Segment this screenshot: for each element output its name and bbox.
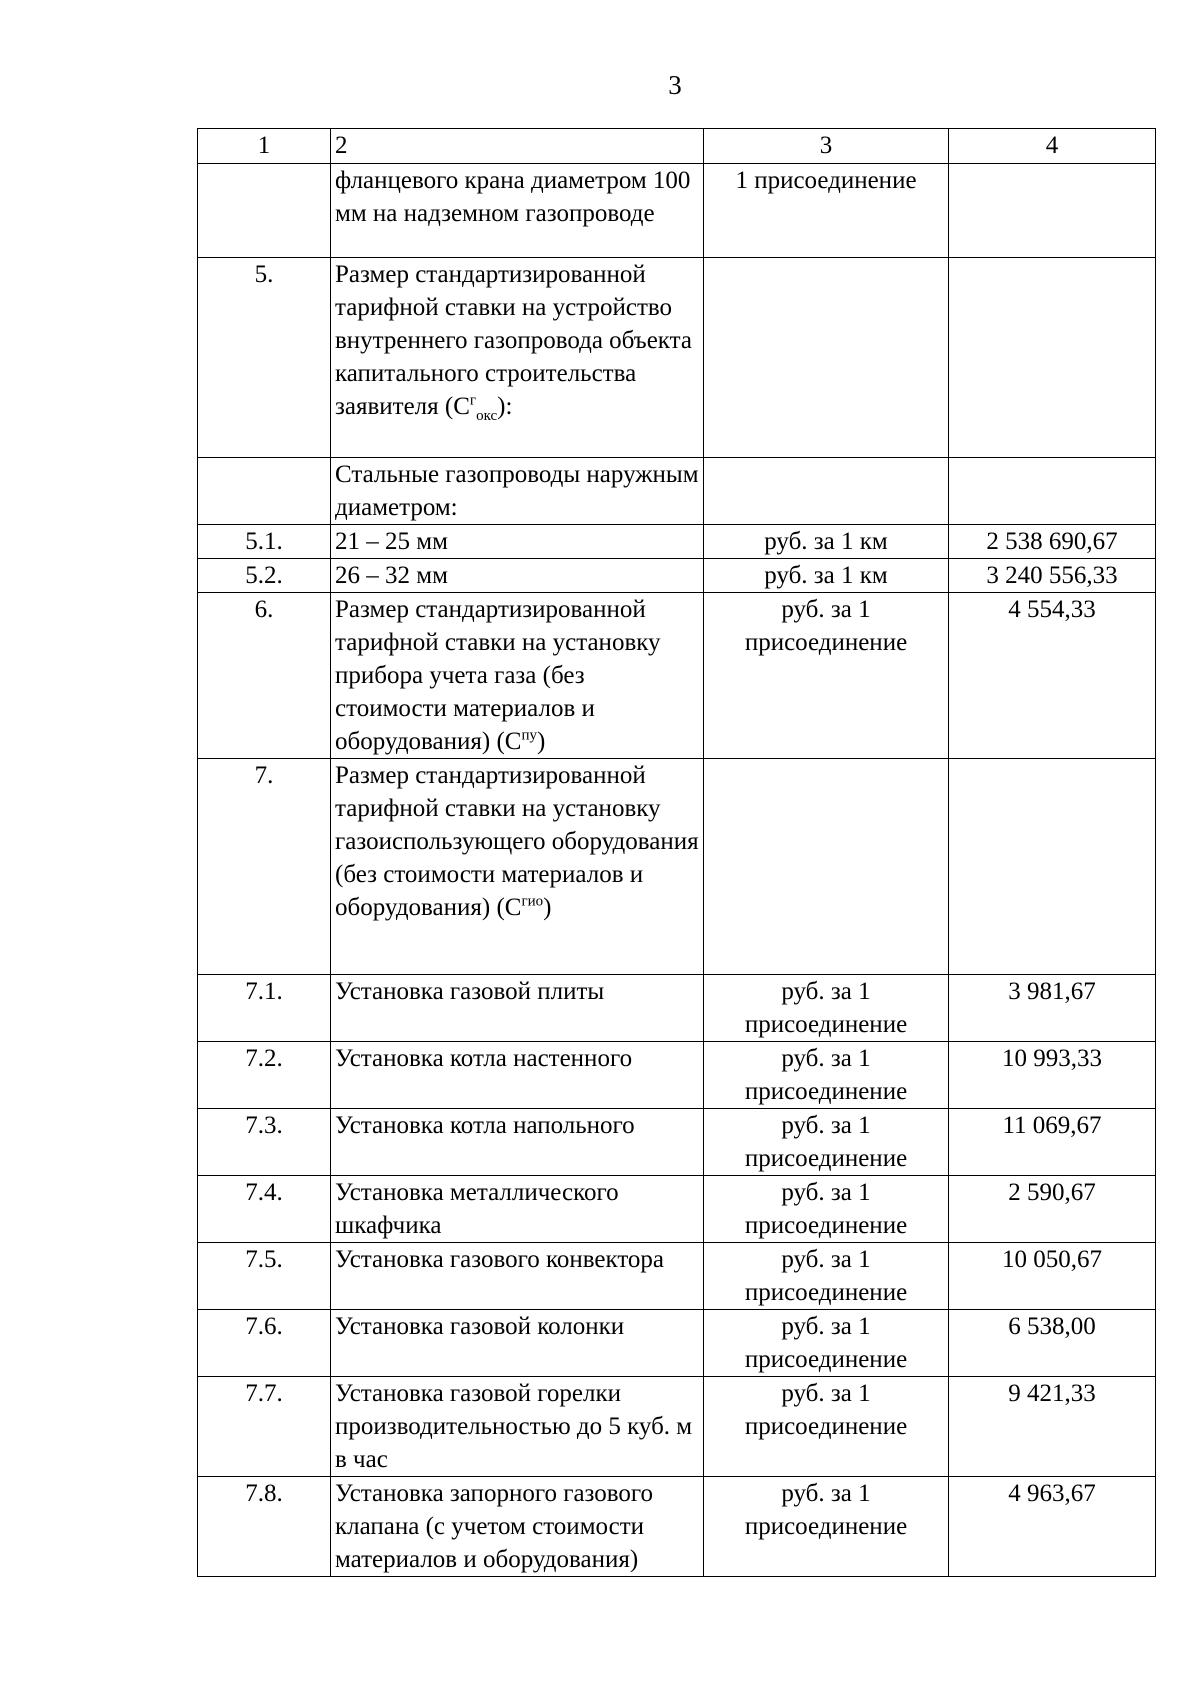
description-cell-text: 26 – 32 мм — [335, 562, 448, 589]
table-header-row — [198, 129, 1156, 164]
description-cell — [331, 1243, 704, 1310]
table-row — [198, 164, 1156, 258]
item-number-cell — [198, 525, 331, 559]
description-cell-text: Установка запорного газового клапана (с учетом стоимости материалов и оборудования) — [335, 1480, 654, 1573]
value-cell — [949, 559, 1156, 593]
value-cell-text: 2 590,67 — [1008, 1179, 1096, 1206]
table-row — [198, 1042, 1156, 1109]
table-row — [198, 1477, 1156, 1577]
description-cell — [331, 559, 704, 593]
value-cell-text: 9 421,33 — [1008, 1380, 1096, 1407]
value-cell — [949, 1377, 1156, 1477]
unit-cell-text: руб. за 1 присоединение — [744, 596, 908, 656]
value-cell — [949, 1109, 1156, 1176]
description-cell-text: Установка газовой колонки — [335, 1313, 625, 1340]
unit-cell — [704, 1109, 949, 1176]
page-number: 3 — [668, 70, 682, 100]
column-header-4: 4 — [949, 129, 1156, 164]
value-cell-text: 10 993,33 — [1002, 1045, 1102, 1072]
description-cell — [331, 458, 704, 525]
value-cell — [949, 1310, 1156, 1377]
unit-cell-text: руб. за 1 км — [764, 528, 888, 555]
table-row — [198, 1243, 1156, 1310]
column-header-2: 2 — [331, 129, 704, 164]
unit-cell — [704, 1243, 949, 1310]
table-row — [198, 1377, 1156, 1477]
item-number-cell-text: 7.3. — [245, 1112, 283, 1139]
description-cell — [331, 1176, 704, 1243]
item-number-cell — [198, 1109, 331, 1176]
unit-cell — [704, 759, 949, 975]
value-cell-text: 11 069,67 — [1002, 1112, 1102, 1139]
item-number-cell-text: 7.2. — [245, 1045, 283, 1072]
value-cell-text: 4 963,67 — [1008, 1480, 1096, 1507]
unit-cell — [704, 258, 949, 458]
description-cell — [331, 1109, 704, 1176]
description-cell-text: Размер стандартизированной тарифной ставки на устройство внутреннего газопровода объекта капитального строительства заявителя (С — [335, 261, 692, 420]
item-number-cell — [198, 258, 331, 458]
value-cell-text: 10 050,67 — [1002, 1246, 1102, 1273]
item-number-cell-text: 7.7. — [245, 1380, 283, 1407]
unit-cell-text: руб. за 1 присоединение — [744, 1313, 908, 1373]
table-row — [198, 1310, 1156, 1377]
formula-superscript: г — [469, 392, 477, 409]
unit-cell — [704, 1176, 949, 1243]
item-number-cell-text: 7.6. — [245, 1313, 283, 1340]
item-number-cell — [198, 458, 331, 525]
description-cell — [331, 1477, 704, 1577]
value-cell — [949, 593, 1156, 759]
table-row — [198, 525, 1156, 559]
description-cell — [331, 759, 704, 975]
value-cell — [949, 1477, 1156, 1577]
value-cell — [949, 458, 1156, 525]
item-number-cell-text: 5.2. — [245, 562, 283, 589]
table-row — [198, 559, 1156, 593]
formula-subscript: окс — [476, 408, 498, 424]
table-row — [198, 1109, 1156, 1176]
description-cell-text: Установка металлического шкафчика — [335, 1179, 619, 1239]
unit-cell-text: руб. за 1 присоединение — [744, 1179, 908, 1239]
unit-cell — [704, 1042, 949, 1109]
item-number-cell — [198, 593, 331, 759]
value-cell — [949, 759, 1156, 975]
description-cell — [331, 1310, 704, 1377]
item-number-cell-text: 7.5. — [245, 1246, 283, 1273]
column-header-1: 1 — [198, 129, 331, 164]
value-cell — [949, 1243, 1156, 1310]
description-cell-text: Установка газового конвектора — [335, 1246, 665, 1273]
unit-cell-text: руб. за 1 присоединение — [744, 1380, 908, 1440]
value-cell — [949, 1042, 1156, 1109]
item-number-cell — [198, 1042, 331, 1109]
description-cell — [331, 593, 704, 759]
item-number-cell — [198, 559, 331, 593]
formula-tail: ) — [543, 894, 552, 921]
item-number-cell-text: 5.1. — [245, 528, 283, 555]
description-cell-text: фланцевого крана диаметром 100 мм на надземном газопроводе — [335, 167, 691, 227]
table-body — [198, 164, 1156, 1577]
formula-tail: ): — [497, 393, 513, 420]
item-number-cell-text: 6. — [254, 596, 274, 623]
table-row — [198, 258, 1156, 458]
formula-superscript: гио — [521, 893, 544, 910]
item-number-cell — [198, 1477, 331, 1577]
value-cell — [949, 525, 1156, 559]
item-number-cell — [198, 975, 331, 1042]
unit-cell — [704, 1377, 949, 1477]
column-header-3: 3 — [704, 129, 949, 164]
unit-cell — [704, 593, 949, 759]
description-cell-text: Установка котла настенного — [335, 1045, 633, 1072]
unit-cell-text: руб. за 1 присоединение — [744, 978, 908, 1038]
value-cell — [949, 1176, 1156, 1243]
unit-cell — [704, 1477, 949, 1577]
item-number-cell — [198, 164, 331, 258]
value-cell-text: 3 240 556,33 — [986, 562, 1118, 589]
item-number-cell — [198, 1377, 331, 1477]
description-cell — [331, 258, 704, 458]
unit-cell-text: руб. за 1 присоединение — [744, 1112, 908, 1172]
item-number-cell-text: 7.1. — [245, 978, 283, 1005]
table-row — [198, 593, 1156, 759]
description-cell-text: Установка газовой горелки производительностью до 5 куб. м в час — [335, 1380, 693, 1473]
description-cell — [331, 525, 704, 559]
item-number-cell — [198, 1310, 331, 1377]
description-cell-text: 21 – 25 мм — [335, 528, 448, 555]
item-number-cell-text: 5. — [254, 261, 274, 288]
description-cell — [331, 1042, 704, 1109]
table-row — [198, 975, 1156, 1042]
description-cell-text: Установка газовой плиты — [335, 978, 605, 1005]
formula-superscript: пу — [521, 727, 537, 744]
unit-cell — [704, 164, 949, 258]
description-cell-text: Установка котла напольного — [335, 1112, 635, 1139]
item-number-cell — [198, 1176, 331, 1243]
description-cell — [331, 164, 704, 258]
item-number-cell-text: 7.4. — [245, 1179, 283, 1206]
unit-cell — [704, 559, 949, 593]
item-number-cell-text: 7. — [254, 762, 274, 789]
description-cell — [331, 975, 704, 1042]
unit-cell-text: 1 присоединение — [735, 167, 917, 194]
unit-cell — [704, 1310, 949, 1377]
item-number-cell — [198, 1243, 331, 1310]
value-cell-text: 4 554,33 — [1008, 596, 1096, 623]
table-row — [198, 458, 1156, 525]
unit-cell — [704, 975, 949, 1042]
value-cell-text: 2 538 690,67 — [986, 528, 1118, 555]
description-cell-text: Стальные газопроводы наружным диаметром: — [335, 461, 699, 521]
unit-cell-text: руб. за 1 присоединение — [744, 1045, 908, 1105]
unit-cell-text: руб. за 1 присоединение — [744, 1246, 908, 1306]
unit-cell — [704, 458, 949, 525]
unit-cell-text: руб. за 1 км — [764, 562, 888, 589]
item-number-cell-text: 7.8. — [245, 1480, 283, 1507]
value-cell-text: 3 981,67 — [1008, 978, 1096, 1005]
unit-cell-text: руб. за 1 присоединение — [744, 1480, 908, 1540]
item-number-cell — [198, 759, 331, 975]
value-cell — [949, 258, 1156, 458]
description-cell — [331, 1377, 704, 1477]
value-cell-text: 6 538,00 — [1008, 1313, 1096, 1340]
value-cell — [949, 164, 1156, 258]
table-row — [198, 1176, 1156, 1243]
description-cell-text: Размер стандартизированной тарифной ставки на установку прибора учета газа (без стоимости материалов и оборудования) (С — [335, 596, 661, 755]
value-cell — [949, 975, 1156, 1042]
table-row — [198, 759, 1156, 975]
formula-tail: ) — [536, 728, 546, 755]
unit-cell — [704, 525, 949, 559]
tariff-table — [197, 128, 1156, 1577]
description-cell-text: Размер стандартизированной тарифной ставки на установку газоиспользующего оборудования (без стоимости материалов и оборудования) (С — [335, 762, 699, 921]
